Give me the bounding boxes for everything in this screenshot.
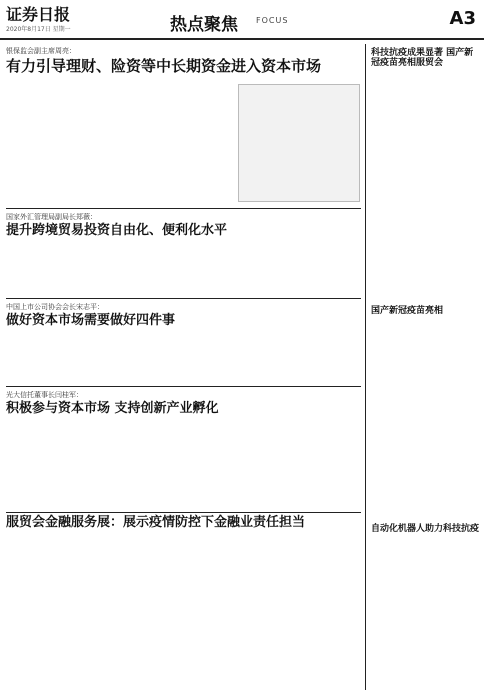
page-code: A3 xyxy=(449,8,476,29)
article-3-body xyxy=(6,332,361,382)
article-2-headline: 提升跨境贸易投资自由化、便利化水平 xyxy=(6,223,228,238)
article-1 xyxy=(6,46,361,206)
section-english-title: FOCUS xyxy=(256,16,289,25)
article-4-body xyxy=(6,420,361,508)
article-6-body xyxy=(371,86,479,296)
right-column xyxy=(371,46,479,690)
article-8-body xyxy=(371,540,479,688)
article-8-headline: 自动化机器人助力科技抗疫 xyxy=(371,524,480,534)
divider xyxy=(6,386,361,387)
column-divider xyxy=(365,44,366,690)
article-5-headline: 服贸会金融服务展：展示疫情防控下金融业责任担当 xyxy=(6,515,306,530)
section-title: 热点聚焦 xyxy=(170,15,238,35)
masthead: 证券日报 xyxy=(6,5,71,24)
article-1-kicker: 银保监会副主席周亮： xyxy=(6,47,76,55)
article-3 xyxy=(6,302,361,384)
article-7-headline: 国产新冠疫苗亮相 xyxy=(371,306,444,316)
page-header xyxy=(0,0,484,40)
article-1-headline: 有力引导理财、险资等中长期资金进入资本市场 xyxy=(6,57,322,75)
article-6-headline: 科技抗疫成果显著 国产新冠疫苗亮相服贸会 xyxy=(371,48,474,69)
article-2 xyxy=(6,212,361,296)
article-2-kicker: 国家外汇管理局副局长郑薇： xyxy=(6,213,97,221)
article-4 xyxy=(6,390,361,510)
article-2-body xyxy=(6,244,361,294)
masthead-subline: 2020年8月17日 星期一 xyxy=(6,26,71,33)
article-5 xyxy=(6,516,361,692)
article-4-kicker: 光大信托董事长闫桂军： xyxy=(6,391,83,399)
divider xyxy=(6,208,361,209)
article-1-illustration xyxy=(238,84,360,202)
article-3-headline: 做好资本市场需要做好四件事 xyxy=(6,313,176,328)
article-5-body xyxy=(6,536,361,686)
divider xyxy=(6,298,361,299)
article-1-body xyxy=(6,84,231,202)
divider xyxy=(6,512,361,513)
article-4-headline: 积极参与资本市场 支持创新产业孵化 xyxy=(6,401,219,416)
article-7-body xyxy=(371,322,479,512)
article-3-kicker: 中国上市公司协会会长宋志平： xyxy=(6,303,104,311)
